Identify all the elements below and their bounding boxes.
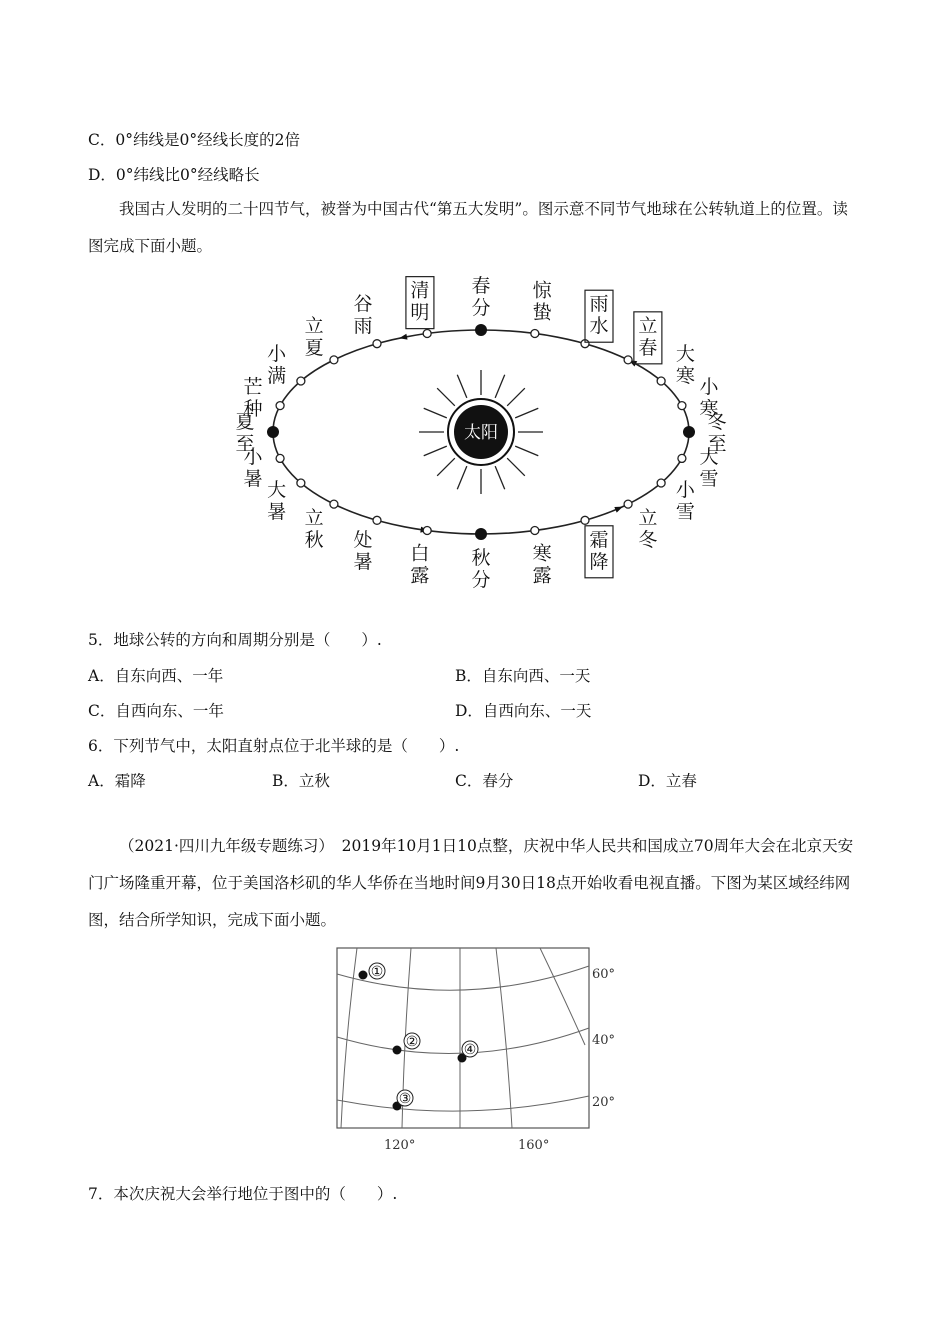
term-label-char: 惊 (532, 279, 552, 302)
passage-solar-terms: 我国古人发明的二十四节气，被誉为中国古代“第五大发明”。图示意不同节气地球在公转轨道上的位置。读图完成下面小题。 (88, 200, 848, 255)
q6-option-b[interactable]: B．立秋 (272, 772, 330, 790)
term-label-char: 立 (304, 314, 324, 337)
term-label-char: 分 (471, 569, 491, 591)
term-label-char: 谷 (353, 293, 373, 316)
term-label-char: 雨 (589, 293, 609, 316)
q5-option-a[interactable]: A．自东向西、一年 (88, 667, 224, 685)
term-label-char: 寒 (675, 365, 695, 387)
major-term-dot (267, 426, 279, 438)
map-point-4 (458, 1041, 479, 1063)
term-label-char: 水 (589, 315, 609, 338)
minor-term-dot (531, 527, 539, 535)
term-label-char: 立 (638, 507, 658, 530)
question-6-stem: 6．下列节气中，太阳直射点位于北半球的是（ ）. (88, 737, 460, 755)
q5-option-b[interactable]: B．自东向西、一天 (455, 667, 591, 685)
svg-text:②: ② (405, 1034, 419, 1050)
term-label-char: 清 (410, 279, 430, 302)
solar-term-16 (305, 500, 338, 551)
term-label-char: 秋 (471, 547, 491, 569)
solar-term-7 (471, 275, 490, 336)
minor-term-dot (297, 479, 305, 487)
term-label-char: 露 (410, 564, 430, 587)
term-label-char: 立 (304, 507, 324, 530)
term-label-char: 夏 (235, 411, 255, 433)
question-5-stem: 5．地球公转的方向和周期分别是（ ）. (88, 631, 382, 649)
term-label-char: 雪 (699, 468, 719, 491)
term-label-char: 大 (675, 343, 695, 365)
minor-term-dot (678, 454, 686, 462)
term-label-char: 霜 (589, 528, 609, 551)
minor-term-dot (276, 454, 284, 462)
lon-label-120: 120° (384, 1138, 416, 1153)
minor-term-dot (581, 516, 589, 524)
solar-term-15 (267, 479, 305, 523)
term-label-char: 露 (532, 564, 552, 587)
lat-long-grid-map (330, 944, 630, 1164)
term-label-char: 冬 (707, 411, 727, 433)
solar-term-11 (267, 343, 305, 387)
solar-term-17 (353, 516, 381, 572)
lat-label-60: 60° (592, 967, 616, 982)
svg-text:④: ④ (463, 1042, 477, 1058)
solar-terms-orbit-diagram (230, 268, 730, 593)
solar-term-9 (353, 293, 381, 347)
term-label-char: 至 (707, 433, 727, 455)
q5-option-d[interactable]: D．自西向东、一天 (455, 702, 592, 720)
svg-text:①: ① (370, 964, 384, 980)
minor-term-dot (373, 516, 381, 524)
solar-term-4 (624, 312, 662, 364)
term-label-char: 小 (243, 446, 263, 469)
term-label-char: 春 (638, 336, 658, 359)
term-label-char: 暑 (353, 550, 373, 573)
solar-term-8 (406, 277, 434, 338)
solar-term-3 (657, 343, 695, 387)
lat-label-40: 40° (592, 1033, 616, 1048)
question-7-stem: 7．本次庆祝大会举行地位于图中的（ ）. (88, 1185, 398, 1203)
option-d-prev: D．0°纬线比0°经线略长 (88, 166, 260, 184)
term-label-char: 处 (353, 528, 373, 551)
term-label-char: 冬 (638, 529, 658, 552)
major-term-dot (475, 528, 487, 540)
solar-term-22 (624, 500, 657, 551)
term-label-char: 满 (267, 365, 287, 387)
term-label-char: 大 (699, 446, 719, 469)
orbit-direction-arrow (614, 507, 623, 513)
solar-term-23 (657, 479, 696, 523)
minor-term-dot (373, 340, 381, 348)
option-c-prev: C．0°纬线是0°经线长度的2倍 (88, 131, 300, 149)
term-label-char: 寒 (532, 542, 552, 565)
minor-term-dot (297, 377, 305, 385)
minor-term-dot (423, 527, 431, 535)
lat-label-20: 20° (592, 1095, 616, 1110)
term-label-char: 大 (267, 479, 287, 501)
term-label-char: 小 (675, 479, 695, 501)
lon-label-160: 160° (518, 1138, 550, 1153)
minor-term-dot (330, 500, 338, 508)
minor-term-dot (330, 356, 338, 364)
term-label-char: 小 (267, 343, 287, 365)
q5-option-c[interactable]: C．自西向东、一年 (88, 702, 224, 720)
term-label-char: 夏 (304, 336, 324, 359)
term-label-char: 芒 (243, 375, 263, 398)
major-term-dot (475, 324, 487, 336)
solar-term-10 (305, 315, 338, 364)
minor-term-dot (531, 329, 539, 337)
minor-term-dot (624, 500, 632, 508)
map-point-1 (359, 963, 386, 980)
term-label-char: 降 (589, 550, 609, 573)
svg-text:③: ③ (398, 1091, 412, 1107)
term-label-char: 雨 (353, 315, 373, 338)
minor-term-dot (624, 356, 632, 364)
term-label-char: 分 (471, 297, 491, 319)
term-label-char: 种 (243, 397, 263, 420)
term-label-char: 小 (699, 375, 719, 398)
term-label-char: 立 (638, 314, 658, 337)
term-label-char: 雪 (675, 501, 695, 523)
term-label-char: 蛰 (532, 301, 552, 324)
term-label-char: 明 (410, 301, 430, 324)
minor-term-dot (678, 402, 686, 410)
term-label-char: 春 (471, 275, 491, 297)
solar-term-5 (581, 290, 613, 347)
term-label-char: 至 (235, 433, 255, 455)
minor-term-dot (657, 377, 665, 385)
term-label-char: 白 (410, 542, 430, 565)
solar-term-18 (410, 527, 431, 587)
solar-term-6 (531, 280, 553, 338)
q6-option-c[interactable]: C．春分 (455, 772, 514, 790)
term-label-char: 暑 (243, 468, 263, 491)
term-label-char: 暑 (267, 501, 287, 523)
solar-term-20 (531, 527, 552, 587)
major-term-dot (683, 426, 695, 438)
passage-grid-map: （2021·四川九年级专题练习） 2019年10月1日10点整，庆祝中华人民共和国成立70周年大会在北京天安门广场隆重开幕，位于美国洛杉矶的华人华侨在当地时间9月30日18点开始收看电视直播。下图为某区域经纬网图，结合所学知识，完成下面小题。 (88, 837, 854, 929)
sun-label: 太阳 (464, 423, 498, 443)
term-label-char: 秋 (304, 529, 324, 552)
solar-term-21 (581, 516, 613, 577)
q6-option-a[interactable]: A．霜降 (88, 772, 146, 790)
q6-option-d[interactable]: D．立春 (638, 772, 697, 790)
solar-term-19 (471, 528, 490, 591)
minor-term-dot (657, 479, 665, 487)
minor-term-dot (423, 329, 431, 337)
term-label-char: 寒 (699, 397, 719, 420)
minor-term-dot (276, 402, 284, 410)
